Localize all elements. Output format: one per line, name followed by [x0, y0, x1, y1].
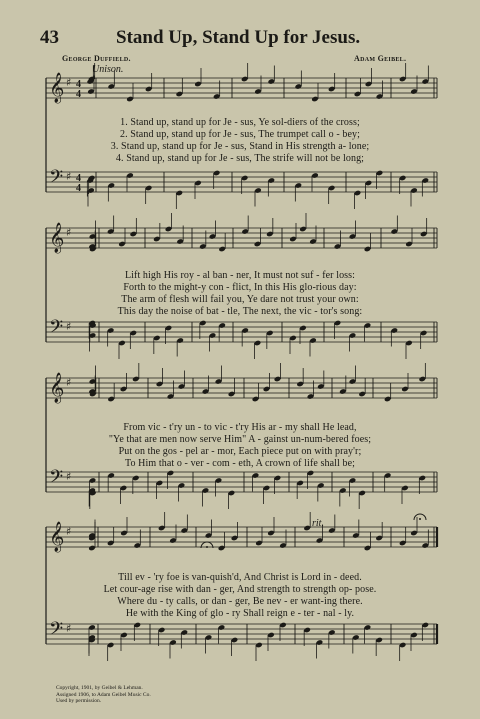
copyright-line: Copyright, 1901, by Geibel & Lehman.: [56, 685, 143, 691]
composer-credit: Adam Geibel.: [354, 54, 407, 63]
time-signature-denominator: 4: [76, 89, 81, 100]
rit-direction: rit.: [312, 518, 324, 529]
bass-clef-icon: 𝄢: [49, 167, 64, 192]
lyric-line: Where du - ty calls, or dan - ger, Be nev - er want-ing there.: [117, 596, 363, 607]
bass-clef-icon: 𝄢: [49, 467, 64, 492]
sharp-icon: ♯: [66, 170, 72, 183]
lyric-line: "Ye that are men now serve Him" A - gainst un-num-bered foes;: [108, 434, 372, 445]
time-signature-numerator: 4: [76, 79, 81, 90]
treble-clef-icon: 𝄞: [49, 522, 65, 552]
lyric-line: Let cour-age rise with dan - ger, And strength to strength op- pose.: [103, 584, 377, 595]
lyric-line: This day the noise of bat - tle, The next, the vic - tor's song:: [117, 306, 363, 317]
copyright-line: Assigned 1906, to Adam Geibel Music Co.: [56, 691, 151, 698]
copyright-notice: [56, 685, 151, 705]
lyric-line: 2. Stand up, stand up for Je - sus, The trumpet call o - bey;: [119, 129, 361, 140]
treble-clef-icon: 𝄞: [49, 373, 65, 403]
copyright-line: Used by permission.: [56, 698, 102, 704]
sharp-icon: ♯: [66, 470, 72, 483]
fermata-dot: [206, 546, 208, 548]
lyric-line: Forth to the might-y con - flict, In this His glo-rious day:: [123, 282, 357, 293]
lyric-line: 3. Stand up, stand up for Je - sus, Stand in His strength a- lone;: [110, 141, 370, 152]
hymn-title: Stand Up, Stand Up for Jesus.: [116, 27, 361, 48]
lyrics-system-2: [40, 270, 440, 318]
lyric-line: 4. Stand up, stand up for Je - sus, The strife will not be long;: [115, 153, 365, 164]
sharp-icon: ♯: [66, 76, 72, 89]
sharp-icon: ♯: [66, 525, 72, 538]
lyric-line: He with the King of glo - ry Shall reign e - ter - nal - ly.: [125, 608, 355, 619]
bass-clef-icon: 𝄢: [49, 619, 64, 644]
lyrics-system-1: [40, 117, 440, 165]
bass-clef-icon: 𝄢: [49, 317, 64, 342]
lyric-line: To Him that o - ver - com - eth, A crown of life shall be;: [124, 458, 356, 469]
sharp-icon: ♯: [66, 320, 72, 333]
sharp-icon: ♯: [66, 376, 72, 389]
lyrics-system-4: [40, 572, 440, 620]
lyric-line: 1. Stand up, stand up for Je - sus, Ye sol-diers of the cross;: [120, 117, 360, 128]
lyric-line: Till ev - 'ry foe is van-quish'd, And Christ is Lord in - deed.: [118, 572, 362, 583]
sharp-icon: ♯: [66, 226, 72, 239]
lyric-line: Put on the gos - pel ar - mor, Each piece put on with pray'r;: [118, 446, 362, 457]
page-number: 43: [40, 27, 59, 48]
treble-clef-icon: 𝄞: [49, 223, 65, 253]
lyricist-credit: George Duffield.: [62, 54, 131, 63]
unison-direction: Unison.: [92, 64, 124, 75]
lyrics-system-3: [40, 422, 440, 470]
treble-clef-icon: 𝄞: [49, 73, 65, 103]
lyric-line: Lift high His roy - al ban - ner, It must not suf - fer loss:: [124, 270, 356, 281]
lyric-line: From vic - t'ry un - to vic - t'ry His ar - my shall He lead,: [123, 422, 357, 433]
time-signature-denominator: 4: [76, 183, 81, 194]
lyric-line: The arm of flesh will fail you, Ye dare not trust your own:: [121, 294, 359, 305]
time-signature-numerator: 4: [76, 173, 81, 184]
fermata-dot: [419, 518, 421, 520]
sharp-icon: ♯: [66, 622, 72, 635]
